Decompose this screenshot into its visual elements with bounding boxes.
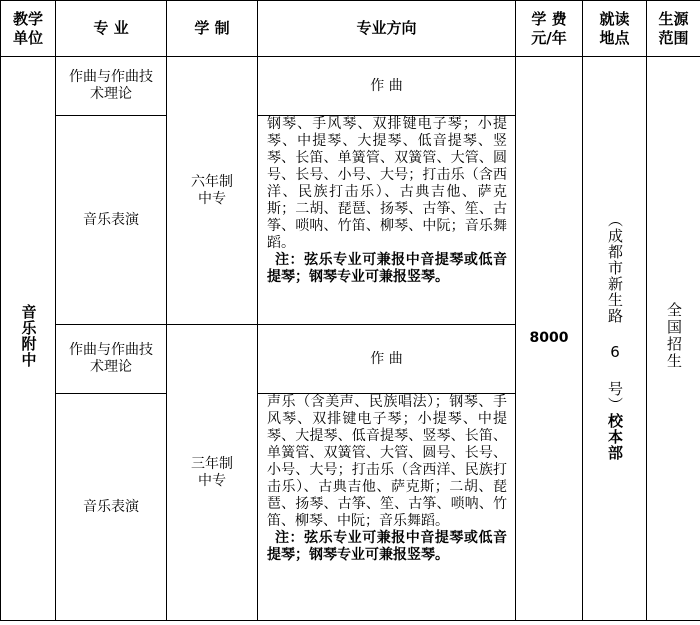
- direction-text: 钢琴、手风琴、双排键电子琴；小提琴、中提琴、大提琴、低音提琴、竖琴、长笛、单簧管、双簧管、大管、圆号、长号、小号、大号；打击乐（含西洋、民族打击乐）、古典吉他、萨克斯；二胡、琵琶、扬琴、古筝、笙、古筝、唢呐、竹笛、柳琴、中阮；音乐舞蹈。: [267, 116, 507, 251]
- major-cell: [56, 325, 167, 394]
- location-cell: [583, 57, 647, 621]
- major-name: 作曲与作曲技术理论: [69, 69, 153, 102]
- location-text: （成都市新生路 6 号）校本部: [606, 211, 624, 461]
- enroll-range-cell: [647, 57, 700, 621]
- fee-value: 8000: [529, 330, 569, 346]
- direction-text: 作 曲: [370, 77, 403, 94]
- header-unit: 教学单位: [1, 1, 56, 57]
- enroll-range-value: 全国招生: [665, 302, 683, 370]
- major-name: 音乐表演: [83, 498, 139, 515]
- header-major: 专 业: [56, 1, 167, 57]
- fee-cell: [516, 57, 583, 621]
- direction-text: 声乐（含美声、民族唱法）；钢琴、手风琴、双排键电子琴；小提琴、中提琴、大提琴、低音提琴、竖琴、长笛、单簧管、双簧管、大管、圆号、长号、小号、大号；打击乐（含西洋、民族打击乐）、古典吉他、萨克斯；二胡、琵琶、扬琴、古筝、笙、古筝、唢呐、竹笛、柳琴、中阮；音乐舞蹈。: [267, 394, 507, 529]
- duration-cell: [167, 57, 258, 325]
- direction-text: 作 曲: [370, 350, 403, 367]
- major-cell: [56, 394, 167, 621]
- direction-cell: [258, 325, 516, 394]
- header-location: 就读地点: [583, 1, 647, 57]
- header-duration: 学 制: [167, 1, 258, 57]
- header-direction: 专业方向: [258, 1, 516, 57]
- direction-cell: [258, 116, 516, 325]
- unit-name: 音乐附中: [19, 304, 38, 368]
- major-cell: [56, 116, 167, 325]
- major-name: 音乐表演: [83, 211, 139, 228]
- direction-cell: [258, 57, 516, 116]
- direction-note: 注：弦乐专业可兼报中音提琴或低音提琴；钢琴专业可兼报竖琴。: [267, 530, 507, 563]
- header-enroll-range: 生源范围: [647, 1, 700, 57]
- duration-value: 三年制中专: [191, 455, 233, 489]
- direction-note: 注：弦乐专业可兼报中音提琴或低音提琴；钢琴专业可兼报竖琴。: [267, 252, 507, 285]
- unit-cell: [1, 57, 56, 621]
- major-cell: [56, 57, 167, 116]
- table-row: [1, 57, 700, 116]
- major-name: 作曲与作曲技术理论: [69, 342, 153, 375]
- direction-cell: [258, 394, 516, 621]
- header-row: [1, 1, 700, 57]
- header-fee: 学 费元/年: [516, 1, 583, 57]
- duration-value: 六年制中专: [191, 173, 233, 207]
- duration-cell: [167, 325, 258, 621]
